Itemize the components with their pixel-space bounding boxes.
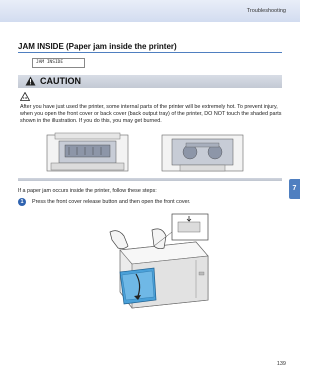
caution-text: After you have just used the printer, some internal parts of the printer will be extremely hot. To prevent injury, when you open the front cover or back cover (back output tray) of the printer, DO NOT touch the shaded parts shown in the illustration. If you do this, you may get burned. [20, 104, 282, 124]
page-heading: JAM INSIDE (Paper jam inside the printer) [18, 42, 177, 51]
section-title: Troubleshooting [246, 8, 286, 14]
page-number: 139 [276, 361, 286, 367]
printer-back-open-illustration [160, 131, 245, 175]
caution-label: CAUTION [40, 76, 81, 86]
caution-bottom-rule [18, 178, 282, 181]
printer-open-front-cover-illustration [92, 212, 212, 312]
step-text: Press the front cover release button and then open the front cover. [32, 199, 191, 205]
lcd-message: JAM INSIDE [32, 58, 85, 68]
hot-surface-icon [20, 92, 30, 101]
caution-bar [18, 75, 282, 88]
step-number: 1 [18, 198, 26, 206]
heading-divider [18, 52, 282, 53]
intro-text: If a paper jam occurs inside the printer, follow these steps: [18, 188, 157, 194]
chapter-tab: 7 [289, 179, 300, 199]
printer-front-open-illustration [45, 131, 130, 175]
warning-triangle-icon [25, 76, 36, 86]
